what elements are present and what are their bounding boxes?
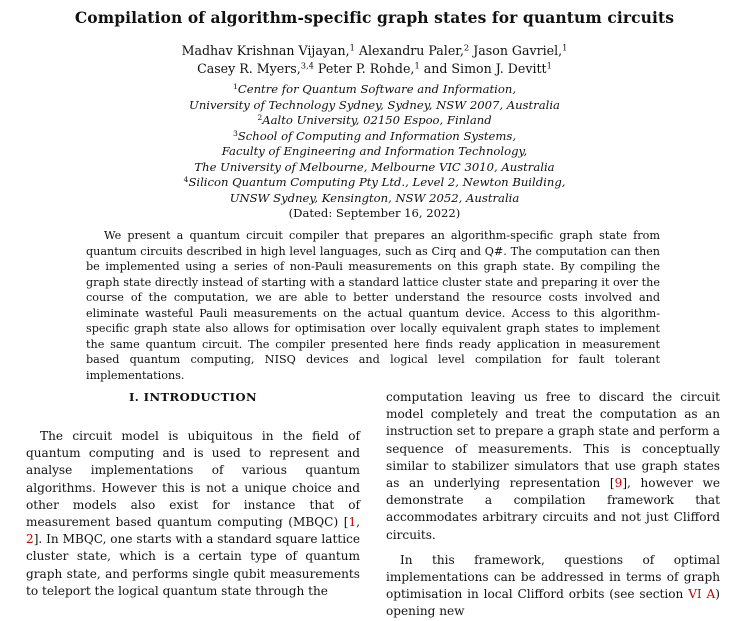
right-column <box>386 389 720 621</box>
author-name: Madhav Krishnan Vijayan, <box>181 43 350 58</box>
paper-title: Compilation of algorithm-specific graph states for quantum circuits <box>74 8 675 27</box>
affil-sup: 4 <box>183 174 189 184</box>
affiliation-line <box>0 129 749 145</box>
author-affil-sup: 1 <box>349 42 355 53</box>
abstract <box>86 228 660 383</box>
body-text: The circuit model is ubiquitous in the field of quantum computing and is used to represent and analyse implementations of various quantum algorithms. However this is not a unique choice and other models also exist for instance that of measurement based quantum computing (MBQC) [ <box>26 429 360 530</box>
affiliation-line <box>0 191 749 207</box>
author-affil-sup: 1 <box>562 42 568 53</box>
affiliation-line <box>0 113 749 129</box>
affil-sup: 3 <box>232 128 238 138</box>
author-affil-sup: 1 <box>546 60 552 71</box>
body-text: computation leaving us free to discard the circuit model completely and treat the computation as an instruction set to prepare a graph state and perform a sequence of measurements. This is conceptually similar to stabilizer simulators that use graph states as an underlying representation [ <box>386 390 720 491</box>
author-affil-sup: 2 <box>463 42 470 53</box>
affil-text: Centre for Quantum Software and Information, <box>237 82 517 96</box>
affil-text: School of Computing and Information Systems, <box>237 128 517 143</box>
citation-link[interactable]: 9 <box>614 476 623 491</box>
affil-text: Silicon Quantum Computing Pty Ltd., Level 2, Newton Building, <box>188 175 566 189</box>
affiliation-line <box>0 98 749 114</box>
author-line-1 <box>0 42 749 60</box>
intro-paragraph <box>26 428 360 600</box>
affil-text: The University of Melbourne, Melbourne VIC 3010, Australia <box>194 159 555 174</box>
affil-text: Faculty of Engineering and Information Technology, <box>221 144 528 158</box>
dated-line: (Dated: September 16, 2022) <box>288 206 461 220</box>
author-name: Jason Gavriel, <box>473 43 563 58</box>
citation-separator: , <box>356 515 360 530</box>
body-text: ]. In MBQC, one starts with a standard square lattice cluster state, which is a certain type of quantum graph state, and performs single qubit measurements to teleport the logical quantum state through the <box>26 532 360 598</box>
affiliation-line <box>0 160 749 176</box>
affiliations <box>0 82 749 222</box>
affiliation-line <box>0 82 749 98</box>
body-text: In this framework, questions of optimal implementations can be addressed in terms of graph optimisation in local Clifford orbits (see section <box>386 552 720 602</box>
body-paragraph <box>386 552 720 621</box>
affil-text: Aalto University, 02150 Espoo, Finland <box>262 113 492 127</box>
author-list <box>0 42 749 78</box>
body-paragraph <box>386 389 720 544</box>
author-line-2 <box>0 60 749 78</box>
affil-text: University of Technology Sydney, Sydney, NSW 2007, Australia <box>189 97 560 112</box>
author-name: Peter P. Rohde, <box>317 61 415 76</box>
affil-sup: 2 <box>257 112 263 122</box>
abstract-text: We present a quantum circuit compiler that prepares an algorithm-specific graph state from quantum circuits described in high level languages, such as Cirq and Q#. The computation can then be implemented using a series of non-Pauli measurements on this graph state. By compiling the graph state directly instead of starting with a standard lattice cluster state and preparing it over the course of the computation, we are able to better understand the resource costs involved and eliminate wasteful Pauli measurements on the actual quantum device. Access to this algorithm-specific graph state also allows for optimisation over locally equivalent graph states to implement the same quantum circuit. The compiler presented here finds ready application in measurement based quantum computing, NISQ devices and logical level compilation for fault tolerant implementations. <box>86 229 660 382</box>
author-affil-sup: 3,4 <box>300 60 314 71</box>
author-affil-sup: 1 <box>414 60 420 71</box>
section-ref-link[interactable]: VI A <box>688 587 716 602</box>
author-name: Alexandru Paler, <box>358 43 464 58</box>
section-heading: I. INTRODUCTION <box>128 390 258 404</box>
author-name: Casey R. Myers, <box>197 61 301 76</box>
author-name: and Simon J. Devitt <box>423 61 547 76</box>
citation-link[interactable]: 1 <box>348 515 357 530</box>
body-text: ], however we demonstrate a compilation framework that accommodates arbitrary circuits and not just Clifford circuits. <box>386 476 720 542</box>
citation-link[interactable]: 2 <box>26 532 34 547</box>
left-column <box>26 428 360 600</box>
affil-sup: 1 <box>232 81 238 91</box>
affil-text: UNSW Sydney, Kensington, NSW 2052, Australia <box>229 190 520 205</box>
affiliation-line <box>0 175 749 191</box>
affiliation-line <box>0 144 749 160</box>
body-text: ) opening new <box>386 587 720 619</box>
